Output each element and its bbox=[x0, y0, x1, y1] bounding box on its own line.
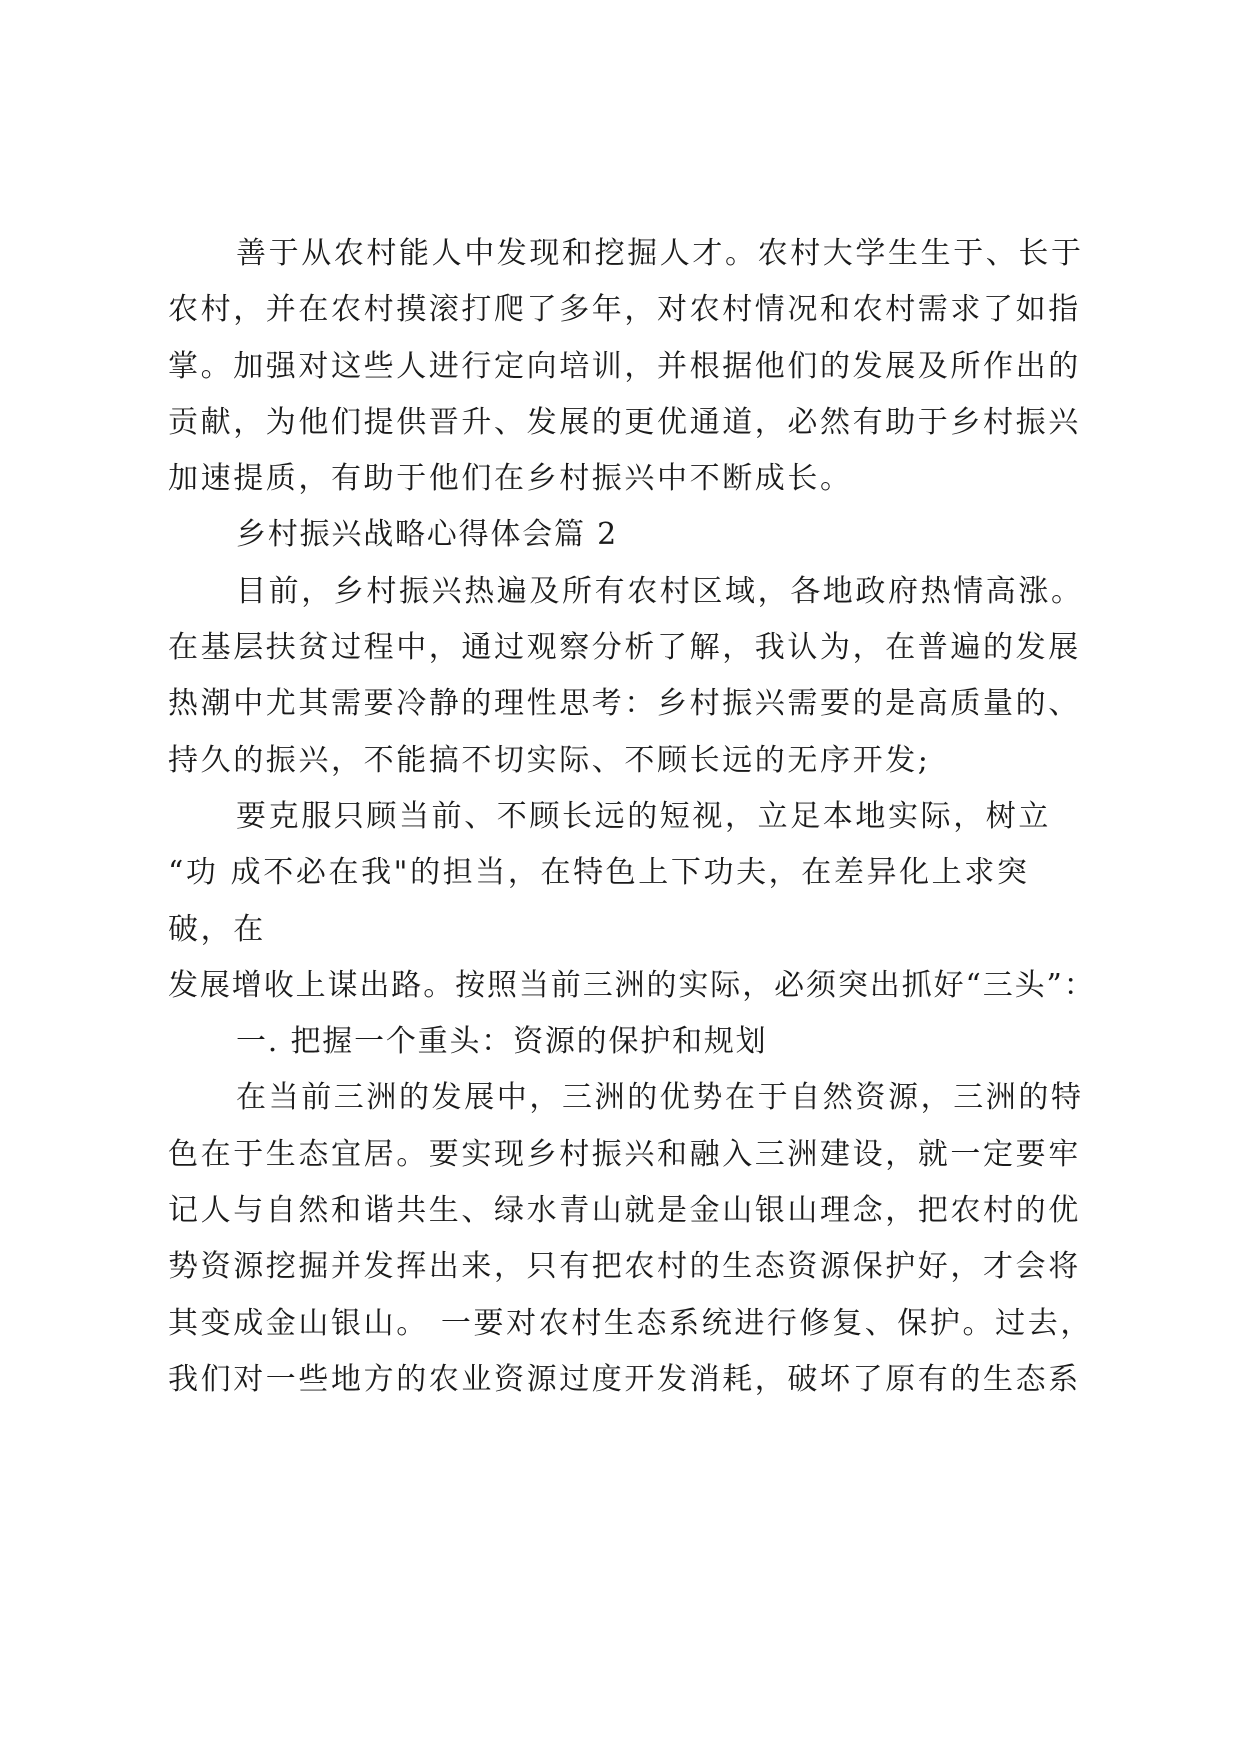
text-line: “功 成不必在我"的担当，在特色上下功夫，在差异化上求突 bbox=[168, 855, 1030, 891]
text-line: 其变成金山银山。 一要对农村生态系统进行修复、保护。过去， bbox=[168, 1305, 1093, 1341]
text-line: 势资源挖掘并发挥出来，只有把农村的生态资源保护好，才会将 bbox=[168, 1249, 1081, 1285]
text-line: 在基层扶贫过程中，通过观察分析了解，我认为，在普遍的发展 bbox=[168, 630, 1081, 666]
paragraph-three-heads bbox=[168, 789, 1104, 1014]
text-line: 要克服只顾当前、不顾长远的短视，立足本地实际，树立 bbox=[236, 798, 1051, 834]
text-line: 农村，并在农村摸滚打爬了多年，对农村情况和农村需求了如指 bbox=[168, 292, 1081, 328]
text-line: 破，在 bbox=[168, 911, 266, 947]
text-line: 加速提质，有助于他们在乡村振兴中不断成长。 bbox=[168, 461, 853, 497]
text-line: 善于从农村能人中发现和挖掘人才。农村大学生生于、长于 bbox=[236, 236, 1084, 271]
paragraph-talent bbox=[168, 226, 1104, 507]
text-line: 持久的振兴，不能搞不切实际、不顾长远的无序开发; bbox=[168, 742, 931, 778]
subheading-text: 一. 把握一个重头：资源的保护和规划 bbox=[236, 1024, 768, 1060]
text-line: 目前，乡村振兴热遍及所有农村区域，各地政府热情高涨。 bbox=[236, 573, 1084, 609]
subheading bbox=[168, 1014, 1104, 1070]
text-line: 我们对一些地方的农业资源过度开发消耗，破坏了原有的生态系 bbox=[168, 1361, 1081, 1397]
text-line: 热潮中尤其需要冷静的理性思考：乡村振兴需要的是高质量的、 bbox=[168, 686, 1081, 722]
text-line: 贡献，为他们提供晋升、发展的更优通道，必然有助于乡村振兴 bbox=[168, 404, 1081, 440]
heading-text: 乡村振兴战略心得体会篇 2 bbox=[236, 517, 619, 553]
text-line: 在当前三洲的发展中，三洲的优势在于自然资源，三洲的特 bbox=[236, 1080, 1084, 1116]
text-line: 记人与自然和谐共生、绿水青山就是金山银山理念，把农村的优 bbox=[168, 1193, 1081, 1229]
text-line: 发展增收上谋出路。按照当前三洲的实际，必须突出抓好“三头”： bbox=[168, 967, 1096, 1003]
document-body bbox=[168, 226, 1104, 1408]
text-line: 掌。加强对这些人进行定向培训，并根据他们的发展及所作出的 bbox=[168, 348, 1081, 384]
paragraph-resources bbox=[168, 1070, 1104, 1408]
paragraph-intro bbox=[168, 564, 1104, 789]
section-heading bbox=[168, 507, 1104, 563]
text-line: 色在于生态宜居。要实现乡村振兴和融入三洲建设，就一定要牢 bbox=[168, 1136, 1081, 1172]
